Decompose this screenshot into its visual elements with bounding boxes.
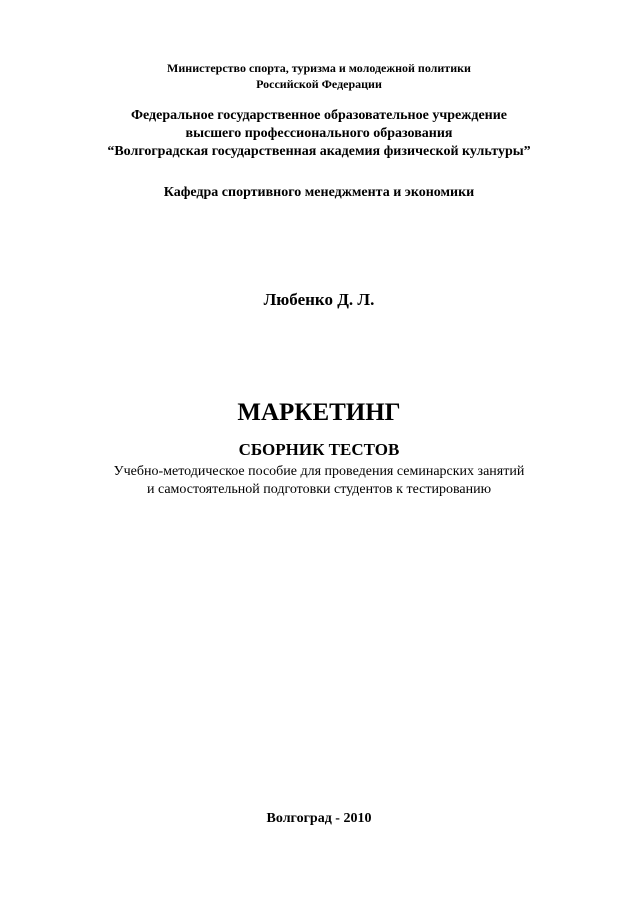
institution-line-1: Федеральное государственное образовательное учреждение [130, 108, 508, 123]
document-title: МАРКЕТИНГ [237, 399, 401, 426]
ministry-line-1: Министерство спорта, туризма и молодежной политики [167, 61, 471, 75]
document-subtitle: СБОРНИК ТЕСТОВ [238, 440, 400, 459]
description-line-1: Учебно-методическое пособие для проведения семинарских занятий [113, 464, 525, 479]
description-line-2: и самостоятельной подготовки студентов к тестированию [146, 482, 492, 497]
institution-line-3: “Волгоградская государственная академия физической культуры” [107, 144, 531, 159]
department-name: Кафедра спортивного менеджмента и экономики [163, 185, 475, 200]
city-year: Волгоград - 2010 [266, 811, 372, 826]
author-name: Любенко Д. Л. [263, 290, 375, 309]
institution-line-2: высшего профессионального образования [185, 126, 453, 141]
ministry-line-2: Российской Федерации [256, 77, 382, 91]
